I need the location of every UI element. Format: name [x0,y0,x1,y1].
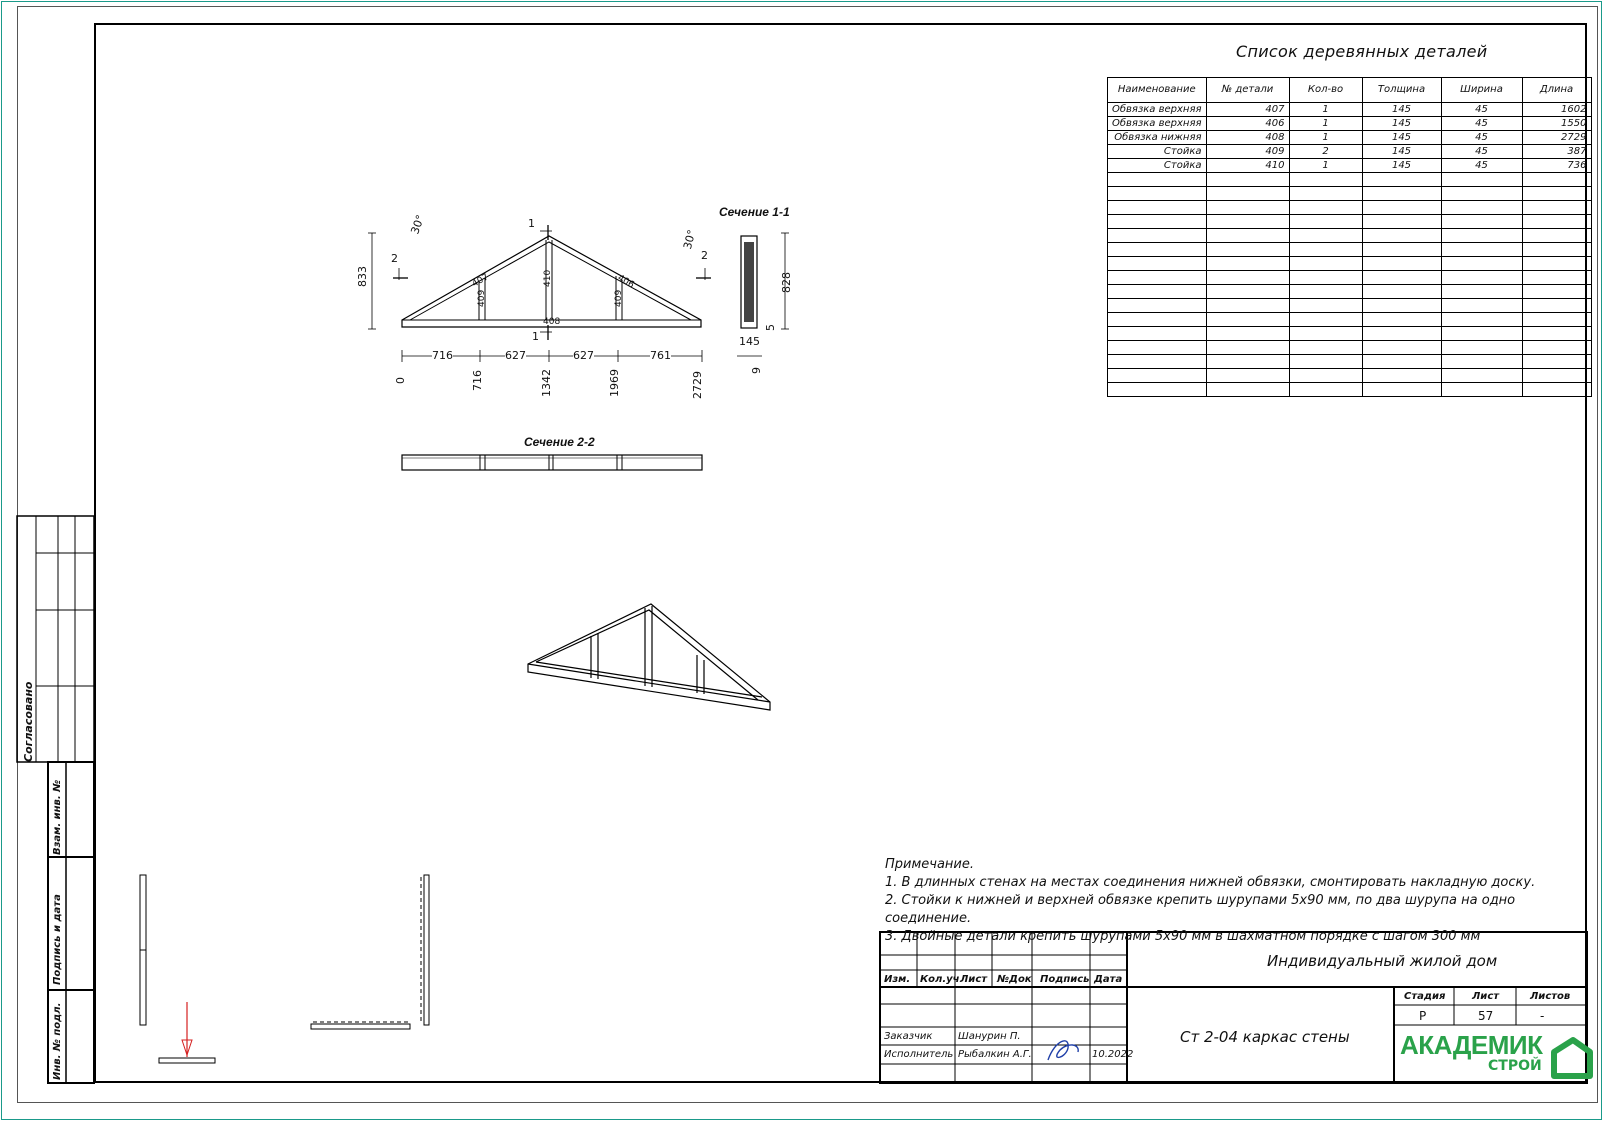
cell-qty: 2 [1289,145,1362,159]
logo-house-icon [1554,1040,1590,1076]
logo-subtext: СТРОЙ [1488,1058,1542,1074]
ordinate-label-5: 2729 [691,371,704,399]
cell-thickness: 145 [1362,131,1441,145]
col-header-qty: Кол-во [1289,78,1362,103]
cut-mark-1-top-label: 1 [528,217,535,230]
logo-text: АКАДЕМИК [1400,1030,1543,1060]
tb-sheets: - [1540,1009,1545,1023]
agreed-label: Согласовано [22,681,35,762]
span-label-1: 716 [432,349,453,362]
angle-left-label: 30° [408,213,428,236]
cell-length: 387 [1522,145,1591,159]
part-label-407: 407 [470,272,491,290]
ordinate-label-4: 1969 [608,369,621,397]
cell-thickness: 145 [1362,117,1441,131]
company-logo [1400,1030,1543,1074]
tb-sheet-label: Лист [1472,991,1500,1002]
cut-mark-2-right-label: 2 [701,249,708,262]
parts-list-title: Список деревянных деталей [1236,42,1488,61]
note-item-1: 1. В длинных стенах на местах соединения нижней обвязки, смонтировать накладную доску. [885,875,1536,890]
cell-name: Обвязка нижняя [1108,131,1207,145]
cell-thickness: 145 [1362,103,1441,117]
signature [1048,1041,1078,1060]
cell-part-no: 406 [1206,117,1289,131]
tb-customer-label: Заказчик [884,1031,933,1042]
note-item-3: 3. Двойные детали крепить шурупами 5х90 мм в шахматном порядке с шагом 300 мм [885,929,1481,944]
cell-part-no: 409 [1206,145,1289,159]
col-header-thickness: Толщина [1362,78,1441,103]
tb-customer-name: Шанурин П. [958,1031,1021,1042]
cell-part-no: 407 [1206,103,1289,117]
tb-col-date: Дата [1094,974,1123,985]
cell-width: 45 [1441,159,1522,173]
ordinate-label-1: 0 [394,377,407,384]
inv-orig-label: Инв. № подл. [52,1002,63,1080]
detail-views [140,875,429,1063]
tb-col-doc: №Док [997,974,1032,985]
tb-stage: Р [1419,1009,1427,1023]
cell-thickness: 145 [1362,145,1441,159]
cell-length: 1550 [1522,117,1591,131]
part-label-409-right: 409 [614,289,624,307]
angle-right-label: 30° [680,228,699,251]
section-offset-bottom-label: 5 [764,324,777,331]
cut-mark-2-left-label: 2 [391,252,398,265]
tb-col-change: Изм. [884,974,911,985]
col-header-width: Ширина [1441,78,1522,103]
col-header-part-no: № детали [1206,78,1289,103]
cell-width: 45 [1441,117,1522,131]
part-label-406: 406 [615,273,636,291]
tb-sheet-title: Ст 2-04 каркас стены [1180,1028,1350,1046]
span-label-3: 627 [573,349,594,362]
tb-executor-name: Рыбалкин А.Г. [958,1049,1032,1060]
section-width-label: 145 [739,335,760,348]
cell-qty: 1 [1289,131,1362,145]
cell-qty: 1 [1289,117,1362,131]
cell-width: 45 [1441,145,1522,159]
cut-mark-1-bottom-label: 1 [532,330,539,343]
cell-part-no: 408 [1206,131,1289,145]
section-2-2-label: Сечение 2-2 [524,435,595,449]
section-1-1-label: Сечение 1-1 [719,205,790,219]
col-header-name: Наименование [1108,78,1207,103]
tb-sheets-label: Листов [1530,991,1571,1002]
col-header-length: Длина [1522,78,1591,103]
sign-date-label: Подпись и дата [52,894,63,985]
notes-block [885,856,1605,946]
tb-date: 10.2022 [1092,1049,1134,1060]
part-label-409-left: 409 [477,289,487,307]
cell-part-no: 410 [1206,159,1289,173]
cell-thickness: 145 [1362,159,1441,173]
part-label-408: 408 [543,317,561,327]
tb-col-sheet: Лист [960,974,988,985]
cell-length: 2729 [1522,131,1591,145]
part-label-410: 410 [543,269,553,287]
tb-stage-label: Стадия [1404,991,1446,1002]
cell-width: 45 [1441,131,1522,145]
ordinate-label-3: 1342 [540,369,553,397]
span-label-2: 627 [505,349,526,362]
cell-name: Стойка [1108,145,1207,159]
cell-qty: 1 [1289,159,1362,173]
height-right-label: 828 [780,272,793,293]
cell-width: 45 [1441,103,1522,117]
cell-name: Стойка [1108,159,1207,173]
inv-replace-label: Взам. инв. № [52,779,63,855]
section-2-2-profile [402,455,702,470]
ordinate-label-2: 716 [471,370,484,391]
height-left-label: 833 [356,266,369,287]
cell-name: Обвязка верхняя [1108,117,1207,131]
span-label-4: 761 [650,349,671,362]
tb-executor-label: Исполнитель [884,1049,954,1060]
cell-length: 736 [1522,159,1591,173]
cell-qty: 1 [1289,103,1362,117]
marker-arrow [182,1002,192,1057]
truss-3d-view [528,604,770,710]
notes-title: Примечание. [885,857,975,872]
tb-col-qty: Кол.уч [920,974,960,985]
note-item-2: 2. Стойки к нижней и верхней обвязке крепить шурупами 5х90 мм, по два шурупа на одно соединение. [885,893,1516,926]
tb-project: Индивидуальный жилой дом [1267,952,1498,970]
cell-length: 1602 [1522,103,1591,117]
section-offset-side-label: 9 [750,367,763,374]
tb-col-signature: Подпись [1040,974,1090,985]
tb-sheet: 57 [1478,1009,1494,1023]
cell-name: Обвязка верхняя [1108,103,1207,117]
